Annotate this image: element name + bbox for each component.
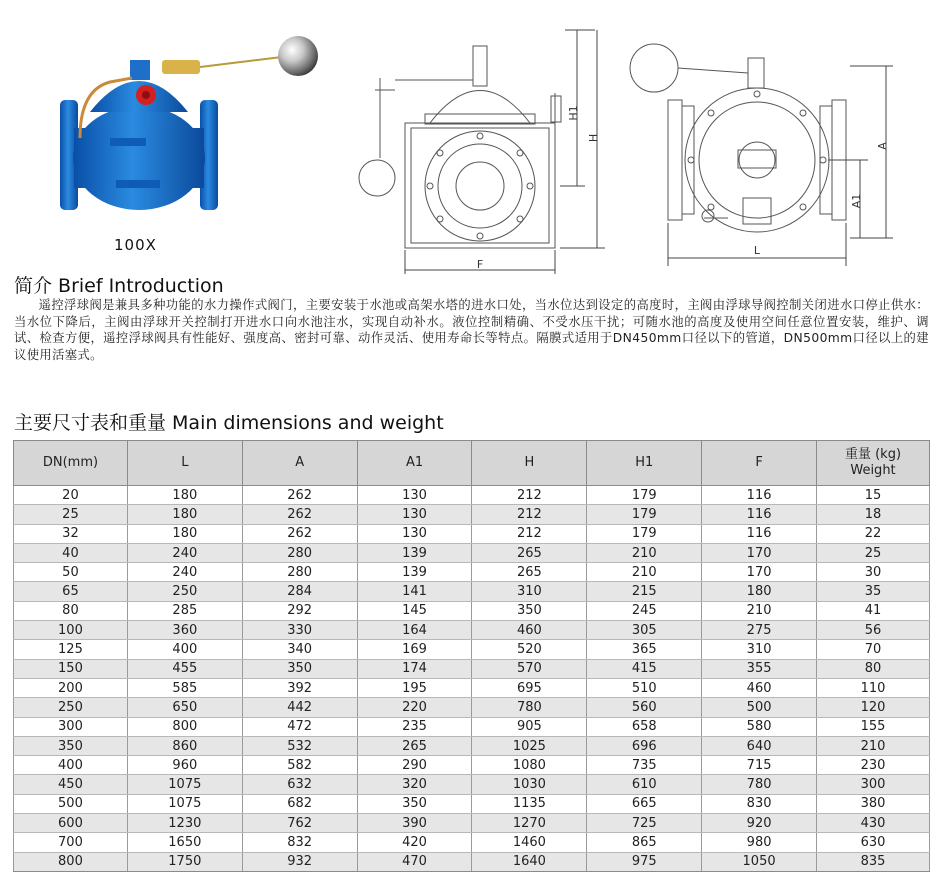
header-h: H: [472, 441, 587, 486]
cell-h1: 865: [587, 833, 702, 852]
cell-a1: 420: [357, 833, 472, 852]
dim-label-a1: A1: [850, 193, 863, 209]
cell-a: 284: [242, 582, 357, 601]
table-row: [14, 678, 930, 697]
cell-h1: 658: [587, 717, 702, 736]
cell-a: 532: [242, 736, 357, 755]
cell-a: 392: [242, 678, 357, 697]
cell-h: 212: [472, 524, 587, 543]
header-a1: A1: [357, 441, 472, 486]
cell-f: 275: [702, 621, 817, 640]
cell-a: 442: [242, 698, 357, 717]
intro-paragraph: 遥控浮球阀是兼具多种功能的水力操作式阀门，主要安装于水池或高架水塔的进水口处，当水位达到设定的高度时，主阀由浮球导阀控制关闭进水口停止供水：当水位下降后，主阀由浮球开关控制打开进水口向水池注水，实现自动补水。液位控制精确、不受水压干扰；可随水池的高度及使用空间任意位置安装，维护、调试、检查方便，遥控浮球阀具有性能好、强度高、密封可靠、动作灵活、使用寿命长等特点。隔膜式适用于DN450mm口径以下的管道，DN500mm口径以上的建议使用活塞式。: [14, 298, 929, 362]
cell-a: 330: [242, 621, 357, 640]
cell-dn: 150: [14, 659, 128, 678]
table-row: [14, 543, 930, 562]
cell-f: 460: [702, 678, 817, 697]
cell-f: 640: [702, 736, 817, 755]
cell-weight: 630: [817, 833, 930, 852]
header-weight: [817, 441, 930, 486]
cell-l: 800: [127, 717, 242, 736]
cell-f: 210: [702, 601, 817, 620]
cell-h: 1030: [472, 775, 587, 794]
cell-a: 262: [242, 524, 357, 543]
dim-label-h: H: [587, 133, 600, 143]
cell-f: 1050: [702, 852, 817, 871]
front-elevation-drawing: [355, 18, 615, 276]
cell-l: 650: [127, 698, 242, 717]
header-l: L: [127, 441, 242, 486]
cell-h1: 179: [587, 505, 702, 524]
cell-h: 570: [472, 659, 587, 678]
cell-h: 460: [472, 621, 587, 640]
cell-dn: 700: [14, 833, 128, 852]
cell-h1: 975: [587, 852, 702, 871]
cell-weight: 41: [817, 601, 930, 620]
header-weight-en: Weight: [850, 463, 896, 478]
cell-a1: 169: [357, 640, 472, 659]
cell-weight: 56: [817, 621, 930, 640]
cell-a1: 195: [357, 678, 472, 697]
cell-h1: 665: [587, 794, 702, 813]
cell-weight: 18: [817, 505, 930, 524]
cell-a1: 174: [357, 659, 472, 678]
cell-h1: 610: [587, 775, 702, 794]
table-row: [14, 582, 930, 601]
cell-h1: 510: [587, 678, 702, 697]
cell-h: 1640: [472, 852, 587, 871]
cell-h1: 696: [587, 736, 702, 755]
table-row: [14, 621, 930, 640]
cell-h: 212: [472, 486, 587, 505]
cell-weight: 22: [817, 524, 930, 543]
cell-l: 1230: [127, 814, 242, 833]
cell-l: 1075: [127, 794, 242, 813]
cell-a1: 350: [357, 794, 472, 813]
cell-l: 585: [127, 678, 242, 697]
cell-dn: 40: [14, 543, 128, 562]
cell-dn: 250: [14, 698, 128, 717]
cell-h1: 365: [587, 640, 702, 659]
dim-label-f: F: [476, 258, 484, 271]
cell-dn: 125: [14, 640, 128, 659]
cell-f: 180: [702, 582, 817, 601]
model-label: 100X: [114, 236, 157, 254]
cell-f: 715: [702, 756, 817, 775]
cell-a1: 220: [357, 698, 472, 717]
cell-dn: 80: [14, 601, 128, 620]
cell-h1: 210: [587, 563, 702, 582]
cell-weight: 15: [817, 486, 930, 505]
product-figures: [0, 0, 940, 270]
cell-a1: 130: [357, 486, 472, 505]
dim-label-a: A: [876, 142, 889, 150]
cell-weight: 25: [817, 543, 930, 562]
cell-a: 262: [242, 505, 357, 524]
cell-weight: 70: [817, 640, 930, 659]
table-row: [14, 814, 930, 833]
cell-weight: 155: [817, 717, 930, 736]
cell-dn: 20: [14, 486, 128, 505]
cell-a: 262: [242, 486, 357, 505]
table-row: [14, 640, 930, 659]
cell-a: 582: [242, 756, 357, 775]
cell-weight: 120: [817, 698, 930, 717]
cell-a1: 235: [357, 717, 472, 736]
table-row: [14, 736, 930, 755]
cell-a1: 265: [357, 736, 472, 755]
table-row: [14, 717, 930, 736]
cell-dn: 300: [14, 717, 128, 736]
cell-a: 932: [242, 852, 357, 871]
cell-h1: 305: [587, 621, 702, 640]
cell-l: 1750: [127, 852, 242, 871]
cell-f: 116: [702, 524, 817, 543]
cell-dn: 25: [14, 505, 128, 524]
header-h1: H1: [587, 441, 702, 486]
cell-a: 682: [242, 794, 357, 813]
cell-h1: 725: [587, 814, 702, 833]
table-header-row: [14, 441, 930, 486]
cell-dn: 50: [14, 563, 128, 582]
cell-l: 400: [127, 640, 242, 659]
cell-dn: 500: [14, 794, 128, 813]
cell-h: 265: [472, 563, 587, 582]
cell-a: 762: [242, 814, 357, 833]
cell-f: 170: [702, 563, 817, 582]
cell-l: 285: [127, 601, 242, 620]
cell-h: 1135: [472, 794, 587, 813]
cell-h: 212: [472, 505, 587, 524]
intro-heading: 简介 Brief Introduction: [14, 275, 224, 297]
cell-h1: 560: [587, 698, 702, 717]
cell-h: 1460: [472, 833, 587, 852]
cell-f: 920: [702, 814, 817, 833]
cell-h1: 245: [587, 601, 702, 620]
cell-l: 960: [127, 756, 242, 775]
cell-h1: 179: [587, 524, 702, 543]
cell-a1: 141: [357, 582, 472, 601]
cell-l: 360: [127, 621, 242, 640]
table-row: [14, 775, 930, 794]
cell-f: 830: [702, 794, 817, 813]
valve-product-photo: [50, 20, 330, 230]
table-row: [14, 852, 930, 871]
cell-a: 280: [242, 543, 357, 562]
cell-a: 292: [242, 601, 357, 620]
cell-f: 780: [702, 775, 817, 794]
cell-a1: 145: [357, 601, 472, 620]
cell-a: 280: [242, 563, 357, 582]
table-row: [14, 756, 930, 775]
cell-h: 1270: [472, 814, 587, 833]
header-a: A: [242, 441, 357, 486]
cell-a1: 164: [357, 621, 472, 640]
cell-h: 350: [472, 601, 587, 620]
cell-l: 180: [127, 486, 242, 505]
header-weight-cn: 重量 (kg): [844, 447, 902, 462]
cell-f: 580: [702, 717, 817, 736]
cell-l: 455: [127, 659, 242, 678]
table-row: [14, 698, 930, 717]
cell-h: 780: [472, 698, 587, 717]
cell-weight: 30: [817, 563, 930, 582]
cell-a1: 390: [357, 814, 472, 833]
cell-a1: 139: [357, 563, 472, 582]
cell-weight: 430: [817, 814, 930, 833]
dim-label-h1: H1: [567, 105, 580, 121]
cell-h1: 735: [587, 756, 702, 775]
cell-l: 240: [127, 563, 242, 582]
cell-l: 250: [127, 582, 242, 601]
cell-h: 1025: [472, 736, 587, 755]
table-row: [14, 659, 930, 678]
cell-f: 355: [702, 659, 817, 678]
cell-weight: 300: [817, 775, 930, 794]
header-dn: DN(mm): [14, 441, 128, 486]
cell-dn: 600: [14, 814, 128, 833]
cell-h1: 210: [587, 543, 702, 562]
cell-weight: 380: [817, 794, 930, 813]
cell-h: 1080: [472, 756, 587, 775]
cell-dn: 32: [14, 524, 128, 543]
cell-weight: 230: [817, 756, 930, 775]
cell-f: 980: [702, 833, 817, 852]
dim-label-l: L: [753, 244, 761, 257]
cell-l: 860: [127, 736, 242, 755]
cell-f: 170: [702, 543, 817, 562]
cell-a: 340: [242, 640, 357, 659]
cell-h1: 415: [587, 659, 702, 678]
cell-h: 265: [472, 543, 587, 562]
cell-dn: 65: [14, 582, 128, 601]
cell-h: 695: [472, 678, 587, 697]
table-row: [14, 486, 930, 505]
table-row: [14, 524, 930, 543]
cell-weight: 35: [817, 582, 930, 601]
cell-a: 832: [242, 833, 357, 852]
table-row: [14, 833, 930, 852]
table-row: [14, 794, 930, 813]
cell-h1: 215: [587, 582, 702, 601]
cell-h: 520: [472, 640, 587, 659]
cell-a1: 290: [357, 756, 472, 775]
cell-a1: 139: [357, 543, 472, 562]
cell-l: 1075: [127, 775, 242, 794]
table-row: [14, 601, 930, 620]
cell-dn: 200: [14, 678, 128, 697]
cell-dn: 400: [14, 756, 128, 775]
cell-a1: 130: [357, 524, 472, 543]
cell-weight: 80: [817, 659, 930, 678]
cell-f: 116: [702, 486, 817, 505]
cell-f: 310: [702, 640, 817, 659]
cell-dn: 100: [14, 621, 128, 640]
cell-a1: 320: [357, 775, 472, 794]
cell-f: 500: [702, 698, 817, 717]
cell-l: 240: [127, 543, 242, 562]
cell-h: 905: [472, 717, 587, 736]
cell-l: 1650: [127, 833, 242, 852]
cell-a: 472: [242, 717, 357, 736]
cell-a1: 130: [357, 505, 472, 524]
cell-a: 350: [242, 659, 357, 678]
dimensions-heading: 主要尺寸表和重量 Main dimensions and weight: [14, 412, 444, 434]
cell-l: 180: [127, 505, 242, 524]
cell-a: 632: [242, 775, 357, 794]
table-body: [14, 486, 930, 872]
cell-a1: 470: [357, 852, 472, 871]
table-row: [14, 505, 930, 524]
cell-dn: 350: [14, 736, 128, 755]
cell-h1: 179: [587, 486, 702, 505]
cell-weight: 210: [817, 736, 930, 755]
cell-weight: 835: [817, 852, 930, 871]
header-f: F: [702, 441, 817, 486]
side-elevation-drawing: [628, 18, 900, 276]
cell-l: 180: [127, 524, 242, 543]
cell-dn: 450: [14, 775, 128, 794]
table-row: [14, 563, 930, 582]
cell-dn: 800: [14, 852, 128, 871]
cell-weight: 110: [817, 678, 930, 697]
cell-f: 116: [702, 505, 817, 524]
cell-h: 310: [472, 582, 587, 601]
dimensions-table: [13, 440, 930, 872]
